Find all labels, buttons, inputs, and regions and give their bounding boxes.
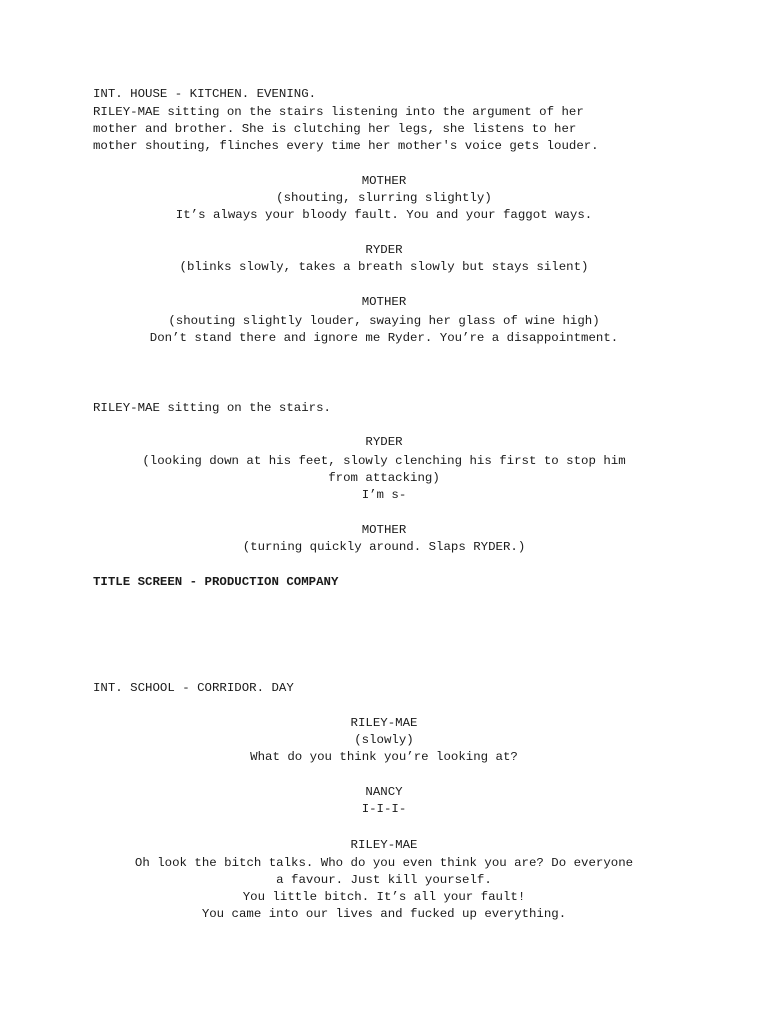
dialogue: You little bitch. It’s all your fault! <box>242 890 526 904</box>
character-name: RILEY-MAE <box>350 838 418 852</box>
action-line: RILEY-MAE sitting on the stairs listening into the argument of her <box>93 105 584 119</box>
parenthetical: (slowly) <box>354 733 414 747</box>
dialogue: a favour. Just kill yourself. <box>276 873 492 887</box>
character-name: NANCY <box>365 785 403 799</box>
parenthetical: from attacking) <box>328 471 440 485</box>
character-name: MOTHER <box>361 174 407 188</box>
character-name: RILEY-MAE <box>350 716 418 730</box>
dialogue: You came into our lives and fucked up everything. <box>201 907 567 921</box>
dialogue: Don’t stand there and ignore me Ryder. You’re a disappointment. <box>149 331 619 345</box>
character-name: MOTHER <box>361 523 407 537</box>
action-line: mother and brother. She is clutching her legs, she listens to her <box>93 122 577 136</box>
parenthetical: (turning quickly around. Slaps RYDER.) <box>242 540 526 554</box>
character-name: MOTHER <box>361 295 407 309</box>
action-line: mother shouting, flinches every time her mother's voice gets louder. <box>93 139 599 153</box>
title-screen-line: TITLE SCREEN - PRODUCTION COMPANY <box>93 575 339 589</box>
scene-heading: INT. SCHOOL - CORRIDOR. DAY <box>93 681 294 695</box>
parenthetical: (blinks slowly, takes a breath slowly but stays silent) <box>179 260 589 274</box>
character-name: RYDER <box>365 435 403 449</box>
dialogue: Oh look the bitch talks. Who do you even think you are? Do everyone <box>134 856 634 870</box>
parenthetical: (shouting, slurring slightly) <box>276 191 492 205</box>
parenthetical: (shouting slightly louder, swaying her glass of wine high) <box>168 314 600 328</box>
action-line: RILEY-MAE sitting on the stairs. <box>93 401 331 415</box>
parenthetical: (looking down at his feet, slowly clenching his first to stop him <box>142 454 626 468</box>
character-name: RYDER <box>365 243 403 257</box>
scene-heading: INT. HOUSE - KITCHEN. EVENING. <box>93 87 317 101</box>
dialogue: It’s always your bloody fault. You and your faggot ways. <box>175 208 593 222</box>
dialogue: What do you think you’re looking at? <box>250 750 518 764</box>
dialogue: I-I-I- <box>361 802 407 816</box>
dialogue: I’m s- <box>361 488 407 502</box>
